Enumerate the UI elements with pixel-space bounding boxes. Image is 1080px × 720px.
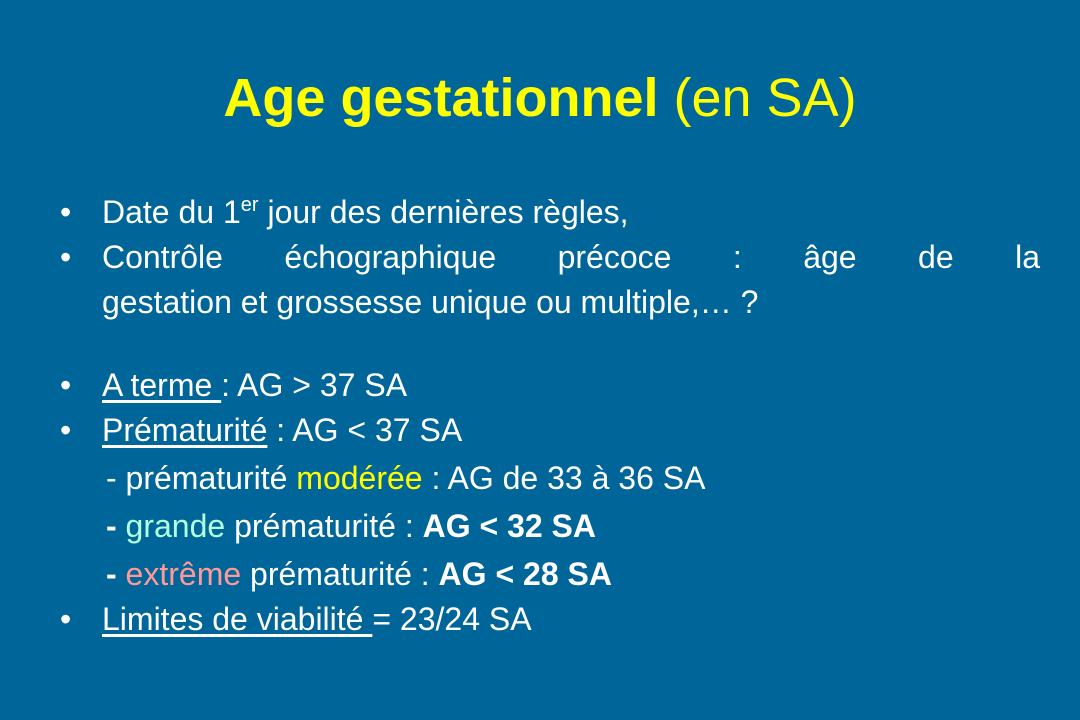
bullet-dot-icon: • [60,412,72,448]
moderee-word: modérée [296,460,423,496]
controle-line-2: gestation et grossesse unique ou multiple,… ? [102,284,759,320]
slide-title [0,66,1080,130]
date-text-rest: jour des dernières règles, [258,194,629,230]
moderee-prefix: - prématurité [106,460,297,496]
sub-item-grande [60,504,1040,549]
controle-line-1: Contrôle échographique précoce : âge de la [102,239,1040,275]
title-rest: (en SA) [673,68,857,128]
grande-value: AG < 32 SA [422,508,596,544]
date-text: Date du 1 [102,194,241,230]
title-bold: Age gestationnel [223,68,659,128]
a-terme-value: : AG > 37 SA [221,367,408,403]
bullet-limites [60,597,1040,642]
bullet-dot-icon: • [60,239,72,275]
prematurite-label: Prématurité [102,412,268,448]
limites-label: Limites de viabilité [102,601,373,637]
extreme-word: extrême [125,556,242,592]
sub-item-extreme [60,552,1040,597]
grande-middle: prématurité : [225,508,423,544]
spacer [60,325,1040,363]
bullet-dot-icon: • [60,367,72,403]
moderee-suffix: : AG de 33 à 36 SA [422,460,706,496]
bullet-controle [60,235,1040,325]
grande-word: grande [125,508,226,544]
bullet-a-terme [60,363,1040,408]
bullet-prematurite [60,408,1040,453]
prematurite-value: : AG < 37 SA [267,412,463,448]
date-superscript: er [240,194,259,216]
a-terme-label: A terme [102,367,222,403]
extreme-middle: prématurité : [241,556,439,592]
bullet-date [60,190,1040,235]
sub-item-moderee [60,456,1040,501]
bullet-list [60,190,1040,642]
extreme-dash: - [106,556,126,592]
bullet-dot-icon: • [60,194,72,230]
limites-value: = 23/24 SA [372,601,532,637]
grande-dash: - [106,508,126,544]
bullet-dot-icon: • [60,601,72,637]
extreme-value: AG < 28 SA [438,556,612,592]
